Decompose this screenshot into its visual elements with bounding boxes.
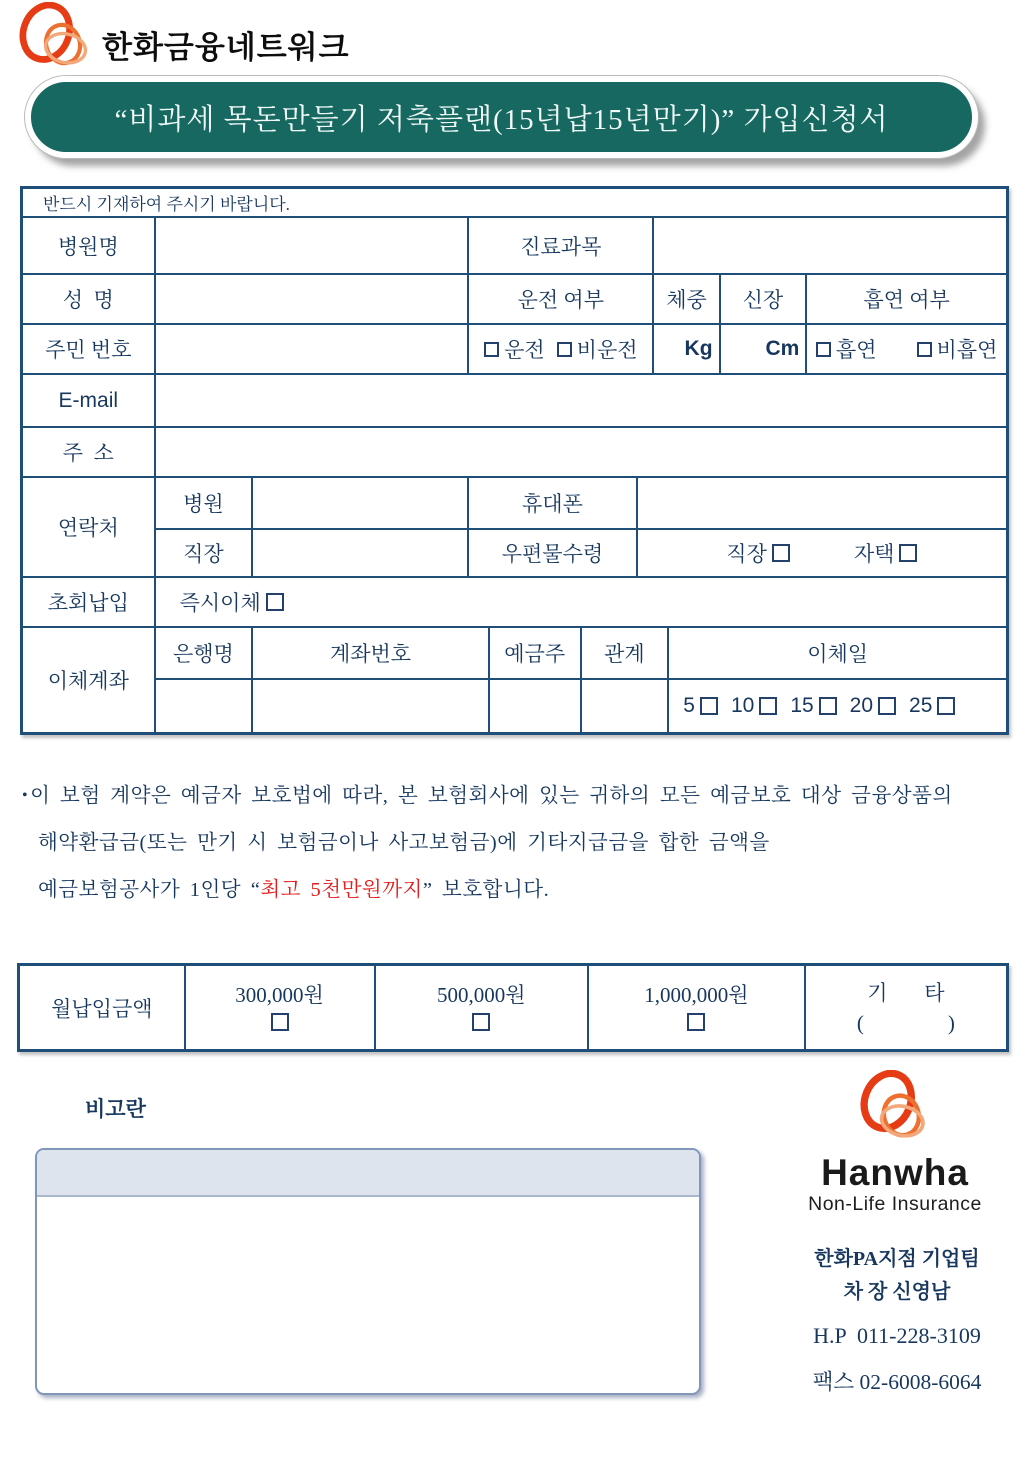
name-input[interactable] bbox=[155, 274, 469, 324]
driving-status-label: 운전 여부 bbox=[468, 274, 653, 324]
contacts-label: 연락처 bbox=[22, 477, 155, 577]
contact-block bbox=[775, 1243, 1019, 1396]
contact-hospital-input[interactable] bbox=[252, 477, 468, 529]
hanwha-tri-circle-icon bbox=[16, 2, 100, 76]
mobile-label: 휴대폰 bbox=[468, 477, 637, 529]
other-amount-label: 기 타 bbox=[867, 980, 945, 1005]
fill-in-notice: 반드시 기재하여 주시기 바랍니다. bbox=[22, 188, 1008, 218]
smoking-status-label: 흡연 여부 bbox=[806, 274, 1007, 324]
account-no-label: 계좌번호 bbox=[252, 627, 489, 679]
checkbox-mail-work[interactable] bbox=[726, 538, 790, 568]
hanwha-tri-circle-icon bbox=[849, 1070, 941, 1150]
checkbox-label: 흡연 bbox=[835, 338, 877, 362]
weight-unit-label: Kg bbox=[684, 337, 713, 360]
protection-line-1: 이 보험 계약은 예금자 보호법에 따라, 본 보험회사에 있는 귀하의 모든 예금보호 대상 금융상품의 bbox=[30, 785, 953, 807]
checkbox-immediate-transfer[interactable] bbox=[180, 587, 284, 617]
relation-input[interactable] bbox=[581, 679, 669, 733]
insurer-wordmark: Hanwha bbox=[821, 1152, 969, 1193]
checkbox-icon[interactable] bbox=[937, 697, 955, 715]
monthly-amount-table bbox=[17, 963, 1009, 1052]
weight-input-cell[interactable] bbox=[653, 324, 719, 374]
checkbox-day-10[interactable] bbox=[731, 694, 777, 718]
monthly-amount-label: 월납입금액 bbox=[19, 965, 185, 1051]
email-input[interactable] bbox=[155, 374, 1008, 427]
height-unit-label: Cm bbox=[765, 337, 800, 360]
checkbox-icon[interactable] bbox=[472, 1013, 490, 1031]
resident-no-input[interactable] bbox=[155, 324, 469, 374]
checkbox-label: 즉시이체 bbox=[179, 591, 261, 615]
transfer-day-label: 이체일 bbox=[668, 627, 1007, 679]
bank-name-label: 은행명 bbox=[155, 627, 253, 679]
protection-line-2: 해약환급금(또는 만기 시 보험금이나 사고보험금)에 기타지급금을 합한 금액을 bbox=[38, 832, 770, 854]
contact-hospital-label: 병원 bbox=[155, 477, 253, 529]
checkbox-day-20[interactable] bbox=[850, 694, 896, 718]
remarks-box[interactable] bbox=[35, 1148, 701, 1395]
amount-label: 300,000원 bbox=[235, 983, 324, 1007]
checkbox-smoking[interactable] bbox=[816, 334, 877, 364]
checkbox-label: 자택 bbox=[853, 542, 895, 566]
amount-label: 500,000원 bbox=[437, 983, 526, 1007]
protection-highlight: 최고 5천만원까지 bbox=[260, 879, 423, 901]
transfer-day-options-cell bbox=[668, 679, 1007, 733]
checkbox-icon[interactable] bbox=[700, 697, 718, 715]
amount-label: 1,000,000원 bbox=[644, 983, 749, 1007]
treatment-dept-input[interactable] bbox=[653, 217, 1007, 274]
bullet-icon: • bbox=[22, 787, 29, 804]
checkbox-icon[interactable] bbox=[557, 342, 572, 357]
transfer-account-label: 이체계좌 bbox=[22, 627, 155, 733]
mobile-input[interactable] bbox=[637, 477, 1008, 529]
form-title: “비과세 목돈만들기 저축플랜(15년납15년만기)” 가입신청서 bbox=[114, 103, 889, 136]
checkbox-label: 비운전 bbox=[576, 338, 638, 362]
mail-receive-label: 우편물수령 bbox=[468, 529, 637, 577]
amount-option-300000 bbox=[185, 965, 375, 1051]
checkbox-day-25[interactable] bbox=[909, 694, 955, 718]
checkbox-label: 직장 bbox=[726, 542, 767, 566]
contact-branch: 한화PA지점 기업팀 bbox=[814, 1248, 980, 1270]
checkbox-icon[interactable] bbox=[899, 544, 917, 562]
checkbox-label: 10 bbox=[730, 693, 755, 717]
treatment-dept-label: 진료과목 bbox=[468, 217, 653, 274]
protection-line-3-suffix: ” 보호합니다. bbox=[422, 879, 550, 901]
application-form-table bbox=[20, 186, 1009, 735]
amount-option-500000 bbox=[375, 965, 589, 1051]
checkbox-label: 25 bbox=[909, 693, 933, 717]
checkbox-day-5[interactable] bbox=[683, 694, 718, 718]
brand-name: 한화금융네트워크 bbox=[102, 30, 350, 65]
title-banner bbox=[25, 76, 978, 158]
remarks-label: 비고란 bbox=[85, 1097, 146, 1121]
checkbox-day-15[interactable] bbox=[790, 694, 836, 718]
weight-label: 체중 bbox=[653, 274, 719, 324]
hospital-name-label: 병원명 bbox=[22, 217, 155, 274]
contact-work-input[interactable] bbox=[252, 529, 468, 577]
deposit-protection-notice bbox=[20, 772, 990, 914]
checkbox-icon[interactable] bbox=[759, 697, 777, 715]
resident-no-label: 주민 번호 bbox=[22, 324, 155, 374]
address-input[interactable] bbox=[155, 427, 1008, 477]
protection-line-3-prefix: 예금보험공사가 1인당 “ bbox=[38, 879, 261, 901]
checkbox-label: 20 bbox=[849, 693, 874, 717]
checkbox-icon[interactable] bbox=[819, 697, 837, 715]
bank-name-input[interactable] bbox=[155, 679, 253, 733]
checkbox-non-smoking[interactable] bbox=[917, 334, 998, 364]
first-payment-label: 초회납입 bbox=[22, 577, 155, 627]
account-no-input[interactable] bbox=[252, 679, 489, 733]
checkbox-icon[interactable] bbox=[484, 342, 499, 357]
amount-option-other[interactable] bbox=[805, 965, 1008, 1051]
checkbox-driving[interactable] bbox=[484, 334, 545, 364]
checkbox-icon[interactable] bbox=[917, 342, 932, 357]
email-label: E-mail bbox=[22, 374, 155, 427]
checkbox-icon[interactable] bbox=[816, 342, 831, 357]
checkbox-icon[interactable] bbox=[271, 1013, 289, 1031]
checkbox-icon[interactable] bbox=[266, 593, 284, 611]
protection-line-3 bbox=[20, 867, 990, 914]
amount-option-1000000 bbox=[588, 965, 805, 1051]
account-holder-input[interactable] bbox=[489, 679, 581, 733]
checkbox-non-driving[interactable] bbox=[557, 334, 638, 364]
hospital-name-input[interactable] bbox=[155, 217, 469, 274]
height-label: 신장 bbox=[720, 274, 807, 324]
contact-manager: 차 장 신영남 bbox=[843, 1281, 951, 1303]
checkbox-label: 5 bbox=[683, 693, 695, 717]
relation-label: 관계 bbox=[581, 627, 669, 679]
mail-options-cell bbox=[637, 529, 1008, 577]
first-payment-option-cell bbox=[155, 577, 1008, 627]
checkbox-icon[interactable] bbox=[878, 697, 896, 715]
checkbox-label: 비흡연 bbox=[936, 338, 998, 362]
checkbox-label: 운전 bbox=[504, 338, 545, 362]
contact-fax: 팩스 02-6008-6064 bbox=[812, 1370, 982, 1394]
checkbox-mail-home[interactable] bbox=[854, 538, 918, 568]
insurer-logo-block bbox=[795, 1070, 995, 1216]
smoking-options-cell bbox=[806, 324, 1007, 374]
driving-options-cell bbox=[468, 324, 653, 374]
checkbox-icon[interactable] bbox=[772, 544, 790, 562]
insurer-subtitle: Non-Life Insurance bbox=[808, 1193, 982, 1215]
height-input-cell[interactable] bbox=[720, 324, 807, 374]
contact-work-label: 직장 bbox=[155, 529, 253, 577]
checkbox-label: 15 bbox=[790, 693, 814, 717]
other-amount-parens: ( ) bbox=[856, 1010, 955, 1035]
address-label: 주 소 bbox=[22, 427, 155, 477]
remarks-box-header bbox=[37, 1150, 699, 1197]
account-holder-label: 예금주 bbox=[489, 627, 581, 679]
checkbox-icon[interactable] bbox=[687, 1013, 705, 1031]
contact-phone: H.P 011-228-3109 bbox=[813, 1323, 981, 1348]
name-label: 성 명 bbox=[22, 274, 155, 324]
